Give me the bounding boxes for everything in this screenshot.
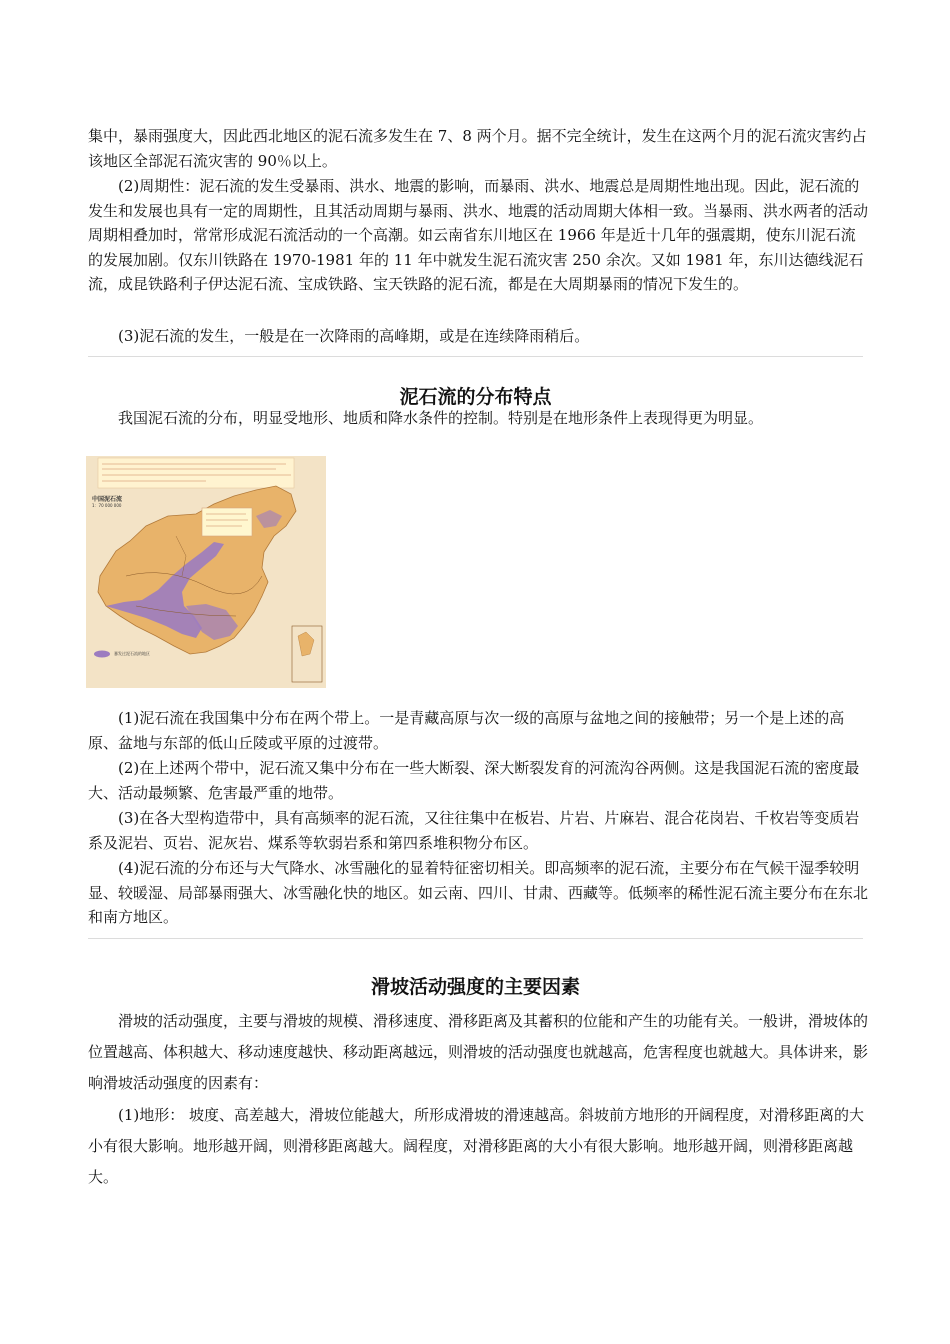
china-debris-flow-map — [86, 456, 326, 688]
list-item-distribution-4: (4)泥石流的分布还与大气降水、冰雪融化的显着特征密切相关。即高频率的泥石流，主要分布在气候干湿季较明显、较暖湿、局部暴雨强大、冰雪融化快的地区。如云南、四川、甘肃、西藏等。低频率的稀性泥石流主要分布在东北和南方地区。 — [88, 859, 869, 926]
paragraph-timing: (3)泥石流的发生，一般是在一次降雨的高峰期，或是在连续降雨稍后。 — [118, 327, 590, 345]
paragraph-landslide-intro: 滑坡的活动强度，主要与滑坡的规模、滑移速度、滑移距离及其蓄积的位能和产生的功能有关。一般讲，滑坡体的位置越高、体积越大、移动速度越快、移动距离越远，则滑坡的活动强度也就越高，危害程度也就越大。具体讲来，影响滑坡活动强度的因素有： — [88, 1012, 869, 1092]
divider — [88, 938, 863, 939]
map-scale: 1：70 000 000 — [92, 503, 122, 508]
map-title: 中国泥石流 — [92, 496, 123, 503]
section-title-landslide: 滑坡活动强度的主要因素 — [370, 976, 580, 998]
list-item-distribution-3: (3)在各大型构造带中，具有高频率的泥石流，又往往集中在板岩、片岩、片麻岩、混合花岗岩、千枚岩等变质岩系及泥岩、页岩、泥灰岩、煤系等软弱岩系和第四系堆积物分布区。 — [88, 809, 860, 852]
list-item-distribution-2: (2)在上述两个带中，泥石流又集中分布在一些大断裂、深大断裂发育的河流沟谷两侧。这是我国泥石流的密度最大、活动最频繁、危害最严重的地带。 — [88, 759, 860, 802]
section-title-distribution: 泥石流的分布特点 — [399, 386, 552, 408]
paragraph-distribution-intro: 我国泥石流的分布，明显受地形、地质和降水条件的控制。特别是在地形条件上表现得更为明显。 — [118, 409, 764, 427]
paragraph-landslide-terrain: (1)地形： 坡度、高差越大，滑坡位能越大，所形成滑坡的滑速越高。斜坡前方地形的开阔程度，对滑移距离的大小有很大影响。地形越开阔，则滑移距离越大。阔程度，对滑移距离的大小有很大影响。地形越开阔，则滑移距离越大。 — [88, 1106, 865, 1186]
list-item-distribution-1: (1)泥石流在我国集中分布在两个带上。一是青藏高原与次一级的高原与盆地之间的接触带；另一个是上述的高原、盆地与东部的低山丘陵或平原的过渡带。 — [88, 709, 845, 752]
paragraph-periodicity: (2)周期性：泥石流的发生受暴雨、洪水、地震的影响，而暴雨、洪水、地震总是周期性地出现。因此，泥石流的发生和发展也具有一定的周期性，且其活动周期与暴雨、洪水、地震的活动周期大体相一致。当暴雨、洪水两者的活动周期相叠加时，常常形成泥石流活动的一个高潮。如云南省东川地区在 1966 年是近十几年的强震期，使东川泥石流的发展加剧。仅东川铁路在 1970-1981 年的 11 年中就发生泥石流灾害 250 余次。又如 1981 年，东川达德线泥石流，成昆铁路利子伊达泥石流、宝成铁路、宝天铁路的泥石流，都是在大周期暴雨的情况下发生的。 — [88, 177, 869, 293]
paragraph-continued: 集中，暴雨强度大，因此西北地区的泥石流多发生在 7、8 两个月。据不完全统计，发生在这两个月的泥石流灾害约占该地区全部泥石流灾害的 90％以上。 — [88, 127, 867, 170]
map-legend-label: 暴发过泥石流的地区 — [114, 651, 150, 656]
divider — [88, 356, 863, 357]
